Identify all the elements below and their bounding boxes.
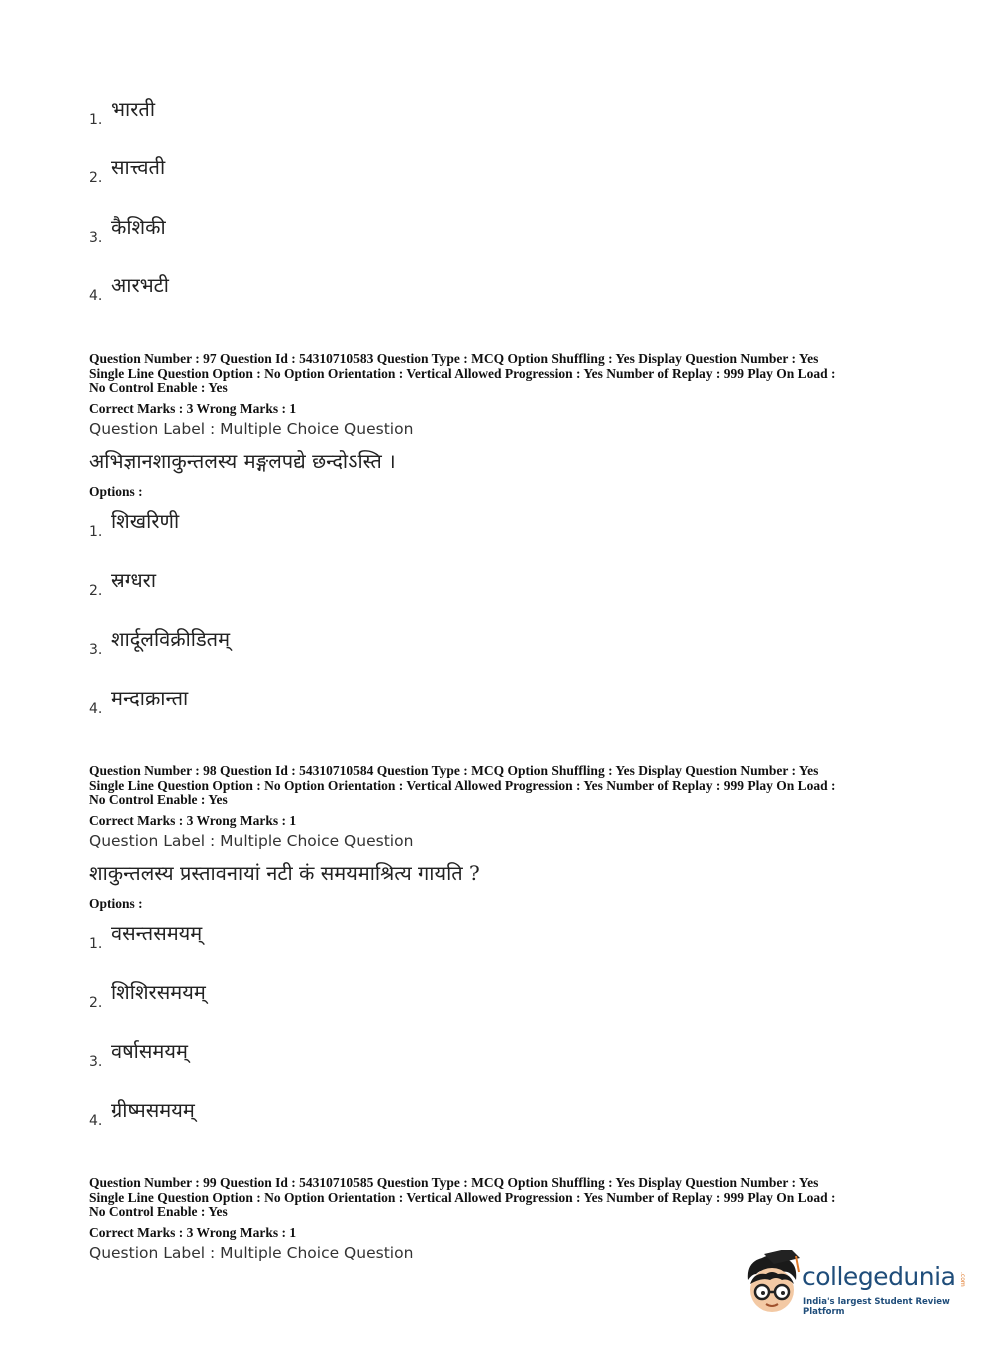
question-97-marks: Correct Marks : 3 Wrong Marks : 1 — [89, 401, 297, 416]
collegedunia-logo[interactable] — [742, 1250, 972, 1320]
brand-name: collegedunia — [802, 1262, 956, 1291]
question-98-options-heading: Options : — [89, 896, 143, 911]
question-97-label: Question Label : Multiple Choice Question — [89, 420, 414, 438]
question-98-marks: Correct Marks : 3 Wrong Marks : 1 — [89, 813, 297, 828]
brand-tagline: India's largest Student Review Platform — [803, 1297, 950, 1317]
mascot-face-icon — [742, 1250, 802, 1316]
question-99-label: Question Label : Multiple Choice Question — [89, 1244, 414, 1262]
question-98-text: शाकुन्तलस्य प्रस्तावनायां नटी कं समयमाश्रित्य गायति ? — [89, 861, 480, 885]
question-98-label: Question Label : Multiple Choice Question — [89, 832, 414, 850]
question-98-meta: Question Number : 98 Question Id : 54310710584 Question Type : MCQ Option Shuffling : Yes Display Question Number : Yes Single Line Question Option : No Option Orientation : Vertical Allowed Progression : Yes Number of Replay : 999 Play On Load : No Control Enable : Yes — [89, 763, 836, 807]
brand-domain: .com — [959, 1272, 966, 1287]
question-97-options-heading: Options : — [89, 484, 143, 499]
question-99-marks: Correct Marks : 3 Wrong Marks : 1 — [89, 1225, 297, 1240]
question-97-meta: Question Number : 97 Question Id : 54310710583 Question Type : MCQ Option Shuffling : Yes Display Question Number : Yes Single Line Question Option : No Option Orientation : Vertical Allowed Progression : Yes Number of Replay : 999 Play On Load : No Control Enable : Yes — [89, 351, 836, 395]
question-99-meta: Question Number : 99 Question Id : 54310710585 Question Type : MCQ Option Shuffling : Yes Display Question Number : Yes Single Line Question Option : No Option Orientation : Vertical Allowed Progression : Yes Number of Replay : 999 Play On Load : No Control Enable : Yes — [89, 1175, 836, 1219]
question-97-text: अभिज्ञानशाकुन्तलस्य मङ्गलपद्ये छन्दोऽस्ति । — [89, 449, 396, 473]
